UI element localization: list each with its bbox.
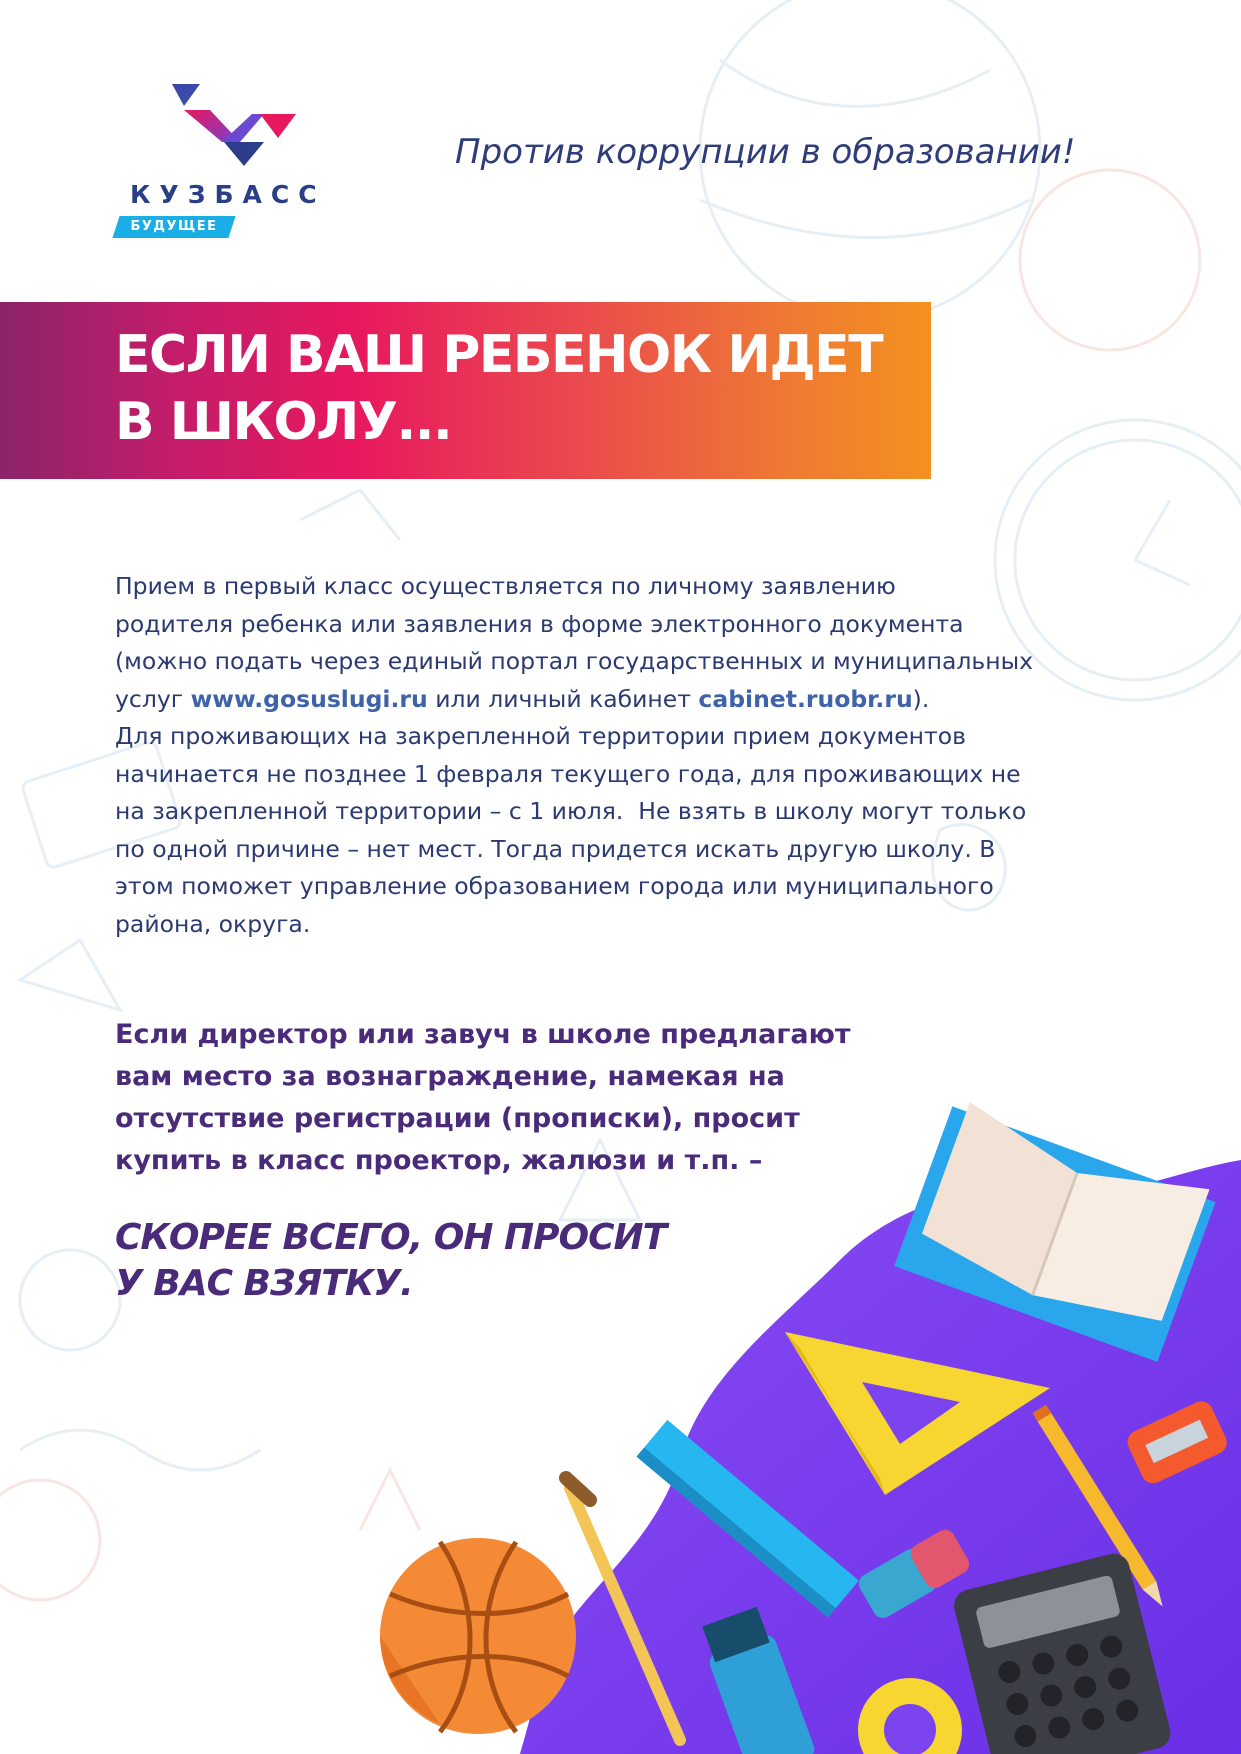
conclusion-line: У ВАС ВЗЯТКУ.	[115, 1263, 413, 1304]
paragraph-line: на закрепленной территории – с 1 июля. Не взять в школу могут только	[115, 797, 1027, 825]
paragraph-line: родителя ребенка или заявления в форме электронного документа	[115, 609, 964, 638]
paragraph-line: района, округа.	[115, 909, 311, 938]
warning-line: отсутствие регистрации (прописки), просит	[115, 1103, 800, 1134]
paragraph-text: или личный кабинет	[427, 684, 699, 713]
basketball-icon	[380, 1538, 576, 1734]
logo-name: КУЗБАСС	[130, 180, 326, 209]
paragraph-line: по одной причине – нет мест. Тогда придется искать другую школу. В	[115, 834, 996, 863]
headline-line-2: В ШКОЛУ...	[115, 392, 452, 452]
paragraph-text: услуг	[115, 684, 191, 713]
gosuslugi-link[interactable]: www.gosuslugi.ru	[190, 684, 428, 713]
tagline: Против коррупции в образовании!	[455, 132, 1076, 172]
conclusion-line: СКОРЕЕ ВСЕГО, ОН ПРОСИТ	[115, 1217, 667, 1258]
headline-line-1: ЕСЛИ ВАШ РЕБЕНОК ИДЕТ	[115, 325, 883, 385]
cabinet-link[interactable]: cabinet.ruobr.ru	[698, 684, 913, 713]
paragraph-text: ).	[912, 684, 930, 713]
paragraph-line: Прием в первый класс осуществляется по личному заявлению	[115, 572, 896, 600]
paragraph-line: Для проживающих на закрепленной территории прием документов	[115, 722, 966, 750]
paragraph-line: начинается не позднее 1 февраля текущего года, для проживающих не	[115, 759, 1021, 788]
warning-line: вам место за вознаграждение, намекая на	[115, 1061, 785, 1092]
logo-badge-text: БУДУЩЕЕ	[130, 219, 218, 234]
paragraph-line: этом поможет управление образованием города или муниципального	[115, 872, 994, 900]
warning-line: Если директор или завуч в школе предлагают	[115, 1019, 851, 1050]
warning-line: купить в класс проектор, жалюзи и т.п. –	[115, 1145, 763, 1176]
paragraph-line: (можно подать через единый портал государственных и муниципальных	[115, 647, 1034, 675]
